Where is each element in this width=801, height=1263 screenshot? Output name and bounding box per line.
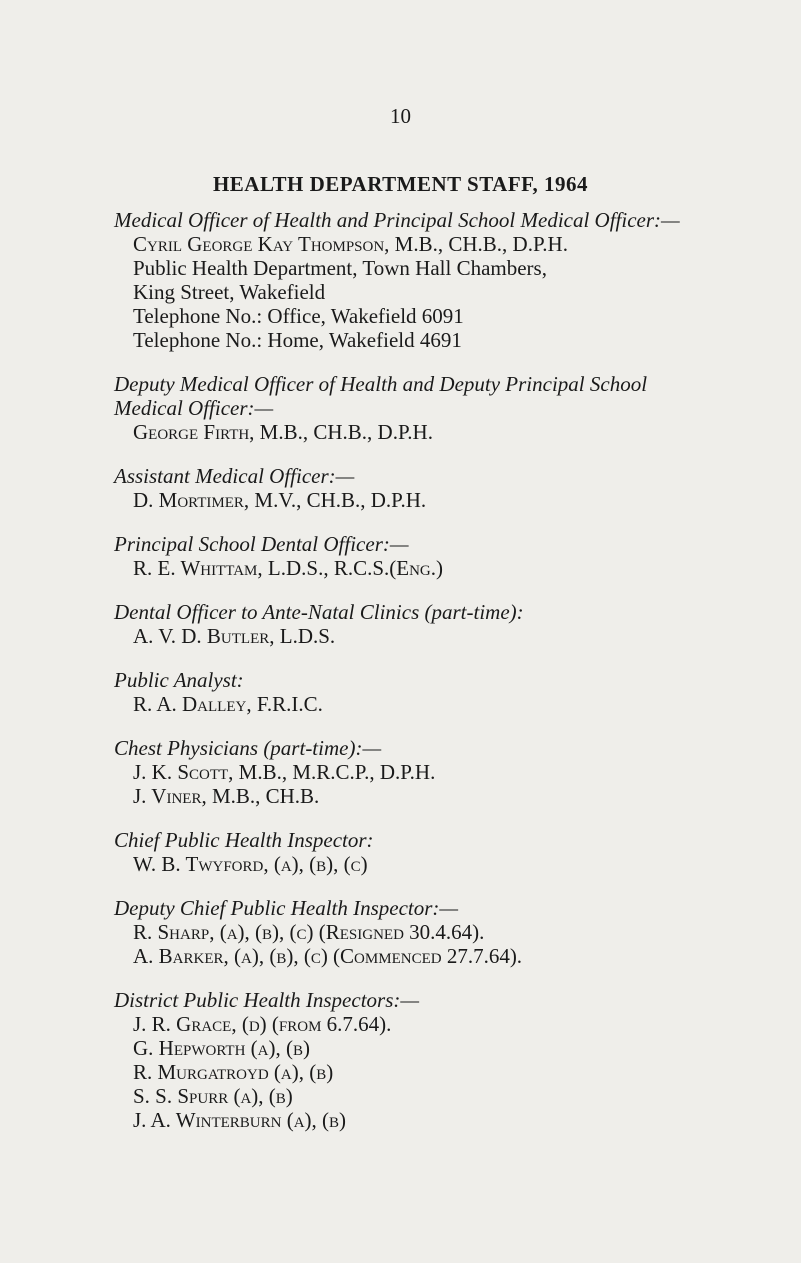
section-heading: Chest Physicians (part-time):— <box>114 736 382 760</box>
staff-entry: Cyril George Kay Thompson, M.B., CH.B., D.P.H. <box>133 232 568 256</box>
staff-entry: D. Mortimer, M.V., CH.B., D.P.H. <box>133 488 427 512</box>
staff-entry: G. Hepworth (a), (b) <box>133 1036 310 1060</box>
section-deputy-chief-inspector <box>114 896 781 968</box>
section-district-inspectors <box>114 988 781 1132</box>
section-heading: Principal School Dental Officer:— <box>114 532 409 556</box>
section-heading: Dental Officer to Ante-Natal Clinics (part-time): <box>114 600 524 624</box>
staff-entry: A. Barker, (a), (b), (c) (Commenced 27.7.64). <box>133 944 523 968</box>
telephone-line: Telephone No.: Office, Wakefield 6091 <box>133 304 464 328</box>
telephone-line: Telephone No.: Home, Wakefield 4691 <box>133 328 462 352</box>
staff-list <box>114 208 781 1152</box>
staff-entry: George Firth, M.B., CH.B., D.P.H. <box>133 420 433 444</box>
section-heading: Deputy Chief Public Health Inspector:— <box>114 896 459 920</box>
page-title: HEALTH DEPARTMENT STAFF, 1964 <box>212 172 589 196</box>
staff-entry: R. A. Dalley, F.R.I.C. <box>133 692 323 716</box>
address-line: Public Health Department, Town Hall Chambers, <box>133 256 547 280</box>
page-number: 10 <box>390 104 411 128</box>
section-heading: District Public Health Inspectors:— <box>114 988 420 1012</box>
staff-entry: R. Sharp, (a), (b), (c) (Resigned 30.4.64). <box>133 920 485 944</box>
section-dental-officer-ante-natal <box>114 600 781 648</box>
staff-entry: J. A. Winterburn (a), (b) <box>133 1108 347 1132</box>
section-heading: Medical Officer of Health and Principal School Medical Officer:— <box>114 208 680 232</box>
staff-entry: R. E. Whittam, L.D.S., R.C.S.(Eng.) <box>133 556 443 580</box>
address-line: King Street, Wakefield <box>133 280 326 304</box>
section-principal-school-dental-officer <box>114 532 781 580</box>
section-chest-physicians <box>114 736 781 808</box>
staff-entry: R. Murgatroyd (a), (b) <box>133 1060 334 1084</box>
section-assistant-medical-officer <box>114 464 781 512</box>
section-public-analyst <box>114 668 781 716</box>
section-medical-officer <box>114 208 781 352</box>
section-chief-public-health-inspector <box>114 828 781 876</box>
staff-entry: J. Viner, M.B., CH.B. <box>133 784 320 808</box>
staff-entry: J. K. Scott, M.B., M.R.C.P., D.P.H. <box>133 760 436 784</box>
staff-entry: A. V. D. Butler, L.D.S. <box>133 624 336 648</box>
staff-entry: W. B. Twyford, (a), (b), (c) <box>133 852 368 876</box>
section-heading-continued: Medical Officer:— <box>114 396 274 420</box>
staff-entry: J. R. Grace, (d) (from 6.7.64). <box>133 1012 392 1036</box>
section-heading: Chief Public Health Inspector: <box>114 828 374 852</box>
staff-entry: S. S. Spurr (a), (b) <box>133 1084 293 1108</box>
section-deputy-medical-officer <box>114 372 781 444</box>
section-heading: Assistant Medical Officer:— <box>114 464 355 488</box>
section-heading: Deputy Medical Officer of Health and Deputy Principal School <box>114 372 648 396</box>
section-heading: Public Analyst: <box>114 668 244 692</box>
